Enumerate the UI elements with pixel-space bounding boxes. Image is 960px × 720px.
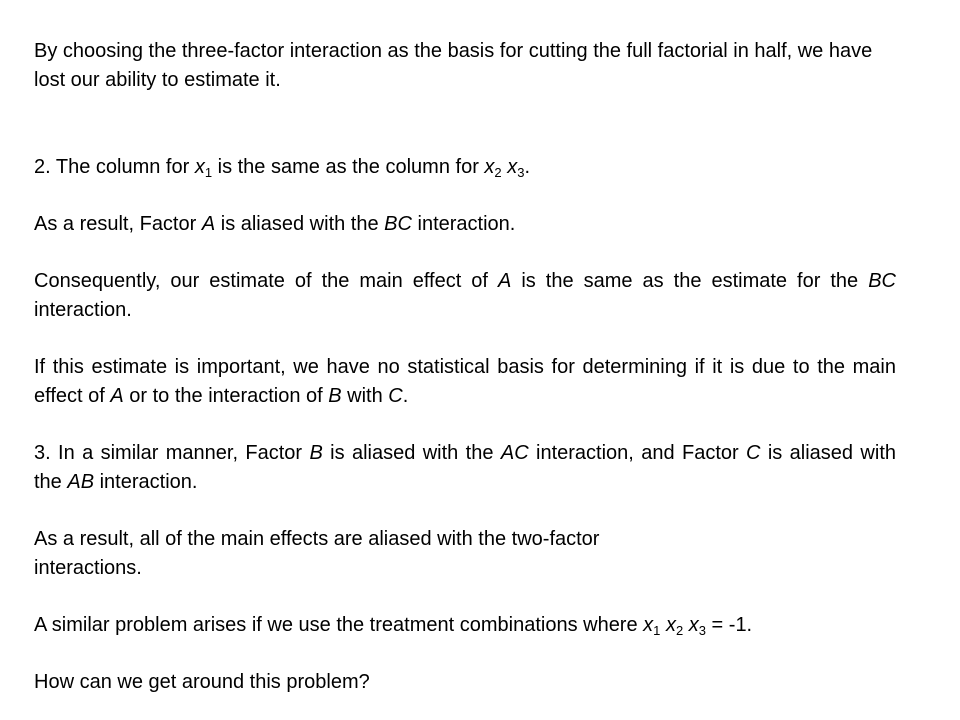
subscript: 1 xyxy=(653,623,661,638)
text-run: As a result, Factor xyxy=(34,213,202,235)
spacer xyxy=(34,497,896,525)
text-run: is aliased with the xyxy=(322,442,501,464)
spacer xyxy=(34,239,896,267)
interaction-bc: BC xyxy=(868,270,896,292)
text-line: As a result, all of the main effects are aliased with the two-factor xyxy=(34,528,600,550)
subscript: 3 xyxy=(698,623,706,638)
spacer xyxy=(34,182,896,210)
spacer xyxy=(34,411,896,439)
factor-c: C xyxy=(746,442,761,464)
subscript: 2 xyxy=(494,165,502,180)
text-run: is the same as the estimate for the xyxy=(511,270,869,292)
text-run: is aliased with the xyxy=(34,442,896,493)
paragraph-main-effects-aliased xyxy=(34,525,896,583)
subscript: 3 xyxy=(517,165,525,180)
variable-x: x xyxy=(665,614,676,636)
variable-x: x xyxy=(507,156,518,178)
text-run: is the same as the column for xyxy=(212,156,485,178)
text-line: interactions. xyxy=(34,557,142,579)
variable-x: x xyxy=(688,614,699,636)
variable-x: x xyxy=(643,614,654,636)
text-run: or to the interaction of xyxy=(123,385,329,407)
paragraph-a-aliased-bc xyxy=(34,210,896,239)
text-run: interaction, and Factor xyxy=(528,442,747,464)
subscript: 2 xyxy=(675,623,684,638)
variable-x: x xyxy=(484,156,495,178)
spacer xyxy=(34,95,896,153)
text-run: interaction. xyxy=(34,299,132,321)
interaction-ac: AC xyxy=(500,442,529,464)
text-run: is aliased with the xyxy=(215,213,385,235)
factor-a: A xyxy=(497,270,512,292)
text-run: . xyxy=(524,156,530,178)
factor-b: B xyxy=(328,385,342,407)
text-run: Consequently, our estimate of the main effect of xyxy=(34,270,498,292)
text-run: with xyxy=(341,385,389,407)
paragraph-lost-ability xyxy=(34,37,896,95)
text-run: . xyxy=(402,385,409,407)
paragraph-point-2 xyxy=(34,153,896,182)
factor-a: A xyxy=(201,213,216,235)
interaction-bc: BC xyxy=(384,213,412,235)
factor-c: C xyxy=(388,385,403,407)
paragraph-if-important xyxy=(34,353,896,411)
text-run: A similar problem arises if we use the treatment combinations where xyxy=(34,614,644,636)
paragraph-question-text: How can we get around this problem? xyxy=(34,671,370,693)
factor-a: A xyxy=(110,385,124,407)
paragraph-question xyxy=(34,668,896,697)
text-run: interaction. xyxy=(411,213,516,235)
text-run: = -1. xyxy=(705,614,753,636)
interaction-ab: AB xyxy=(67,471,95,493)
subscript: 1 xyxy=(204,165,213,180)
spacer xyxy=(34,640,896,668)
paragraph-consequently xyxy=(34,267,896,325)
variable-x: x xyxy=(194,156,205,178)
paragraph-point-3 xyxy=(34,439,896,497)
text-run: 2. The column for xyxy=(34,156,195,178)
paragraph-similar-problem xyxy=(34,611,896,640)
factor-b: B xyxy=(309,442,323,464)
text-run: If this estimate is important, we have no statistical basis for determining if it is due to the main effect of xyxy=(34,356,896,407)
text-run: interaction. xyxy=(94,471,198,493)
paragraph-lost-ability-text: By choosing the three-factor interaction as the basis for cutting the full factorial in half, we have lost our ability to estimate it. xyxy=(34,40,873,91)
spacer xyxy=(34,325,896,353)
spacer xyxy=(34,583,896,611)
text-run: 3. In a similar manner, Factor xyxy=(34,442,310,464)
slide-text-body xyxy=(34,37,896,697)
